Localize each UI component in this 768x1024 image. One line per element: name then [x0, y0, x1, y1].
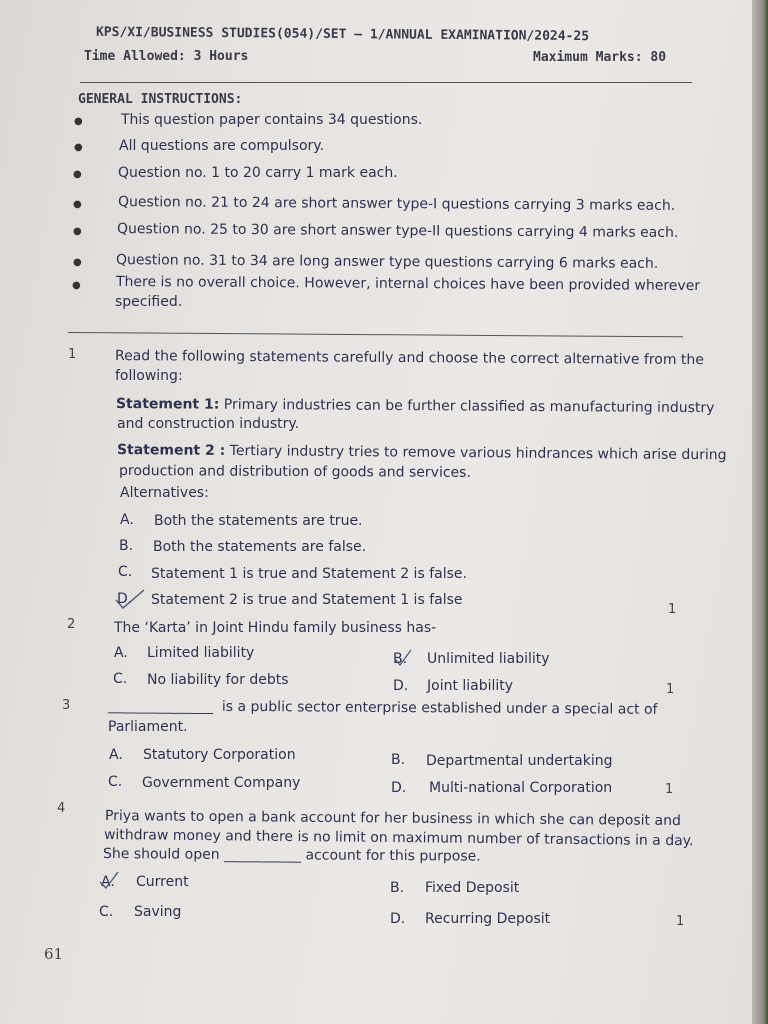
- desk-edge: [752, 0, 768, 1024]
- option-letter: A.: [120, 512, 134, 528]
- option-text: Both the statements are false.: [153, 539, 367, 555]
- option-text: Current: [136, 874, 189, 890]
- exam-title: KPS/XI/BUSINESS STUDIES(054)/SET – 1/ANNUAL EXAMINATION/2024-25: [95, 24, 590, 45]
- page-number: 61: [44, 945, 64, 963]
- question-number: 1: [68, 347, 77, 362]
- instructions-heading: GENERAL INSTRUCTIONS:: [78, 92, 243, 107]
- option-text: Limited liability: [147, 645, 255, 661]
- question-marks: 1: [676, 914, 685, 929]
- instruction-item: There is no overall choice. However, internal choices have been provided wherever: [115, 273, 701, 295]
- option-letter: C.: [108, 774, 123, 790]
- option-letter: D.: [393, 678, 409, 694]
- statement-2: [117, 442, 727, 463]
- option-text: Recurring Deposit: [425, 911, 551, 927]
- tick-mark-icon: [114, 586, 150, 614]
- bullet-icon: ●: [74, 142, 83, 153]
- tick-mark-icon: [97, 868, 121, 892]
- option-letter: D.: [391, 780, 407, 796]
- tick-mark-icon: [392, 646, 414, 668]
- option-text: Statutory Corporation: [143, 747, 296, 763]
- option-letter: A.: [101, 874, 115, 890]
- time-allowed: Time Allowed: 3 Hours: [84, 49, 249, 64]
- question-text: [103, 846, 481, 865]
- instruction-item-continued: specified.: [115, 294, 183, 310]
- statement-2-continued: production and distribution of goods and services.: [118, 463, 471, 481]
- statement-1-text: Primary industries can be further classified as manufacturing industry: [223, 396, 715, 417]
- option-text: Fixed Deposit: [425, 880, 520, 896]
- option-letter: A.: [109, 747, 123, 763]
- question-text: [108, 698, 658, 718]
- instruction-item: Question no. 25 to 30 are short answer type-II questions carrying 4 marks each.: [116, 221, 679, 241]
- instruction-item: Question no. 1 to 20 carry 1 mark each.: [118, 165, 398, 181]
- question-text: Parliament.: [108, 719, 188, 735]
- question-marks: 1: [666, 682, 675, 697]
- question-marks: 1: [665, 782, 674, 797]
- option-text: No liability for debts: [147, 672, 289, 688]
- statement-1-continued: and construction industry.: [117, 416, 300, 432]
- maximum-marks: Maximum Marks: 80: [533, 50, 667, 65]
- instruction-item: Question no. 31 to 34 are long answer type questions carrying 6 marks each.: [115, 252, 659, 272]
- option-letter: B.: [391, 752, 406, 768]
- question-number: 4: [57, 801, 66, 816]
- question-text: The ‘Karta’ in Joint Hindu family business has-: [114, 620, 437, 636]
- option-letter: B.: [119, 538, 134, 554]
- option-letter: D.: [117, 591, 133, 607]
- option-letter: D.: [390, 911, 406, 927]
- question-text-line: account for this purpose.: [305, 847, 481, 865]
- option-text: Multi-national Corporation: [429, 780, 613, 796]
- bullet-icon: ●: [73, 257, 82, 268]
- statement-2-text: Tertiary industry tries to remove various hindrances which arise during: [229, 442, 727, 464]
- instructions-divider: [68, 332, 683, 337]
- option-text: Statement 1 is true and Statement 2 is false.: [151, 566, 467, 582]
- option-text: Saving: [134, 904, 182, 920]
- bullet-icon: ●: [73, 199, 82, 210]
- question-text: withdraw money and there is no limit on maximum number of transactions in a day.: [103, 827, 694, 850]
- option-text: Both the statements are true.: [154, 513, 363, 529]
- bullet-icon: ●: [73, 226, 82, 237]
- option-text: Unlimited liability: [427, 651, 550, 667]
- question-text: Read the following statements carefully and choose the correct alternative from the: [114, 348, 704, 369]
- bullet-icon: ●: [74, 116, 83, 127]
- option-text: Joint liability: [427, 678, 514, 694]
- option-letter: C.: [99, 904, 114, 920]
- answer-blank: _______________: [107, 698, 214, 715]
- instruction-item: All questions are compulsory.: [119, 138, 325, 154]
- alternatives-label: Alternatives:: [120, 485, 209, 501]
- option-text: Government Company: [142, 775, 301, 791]
- option-letter: C.: [113, 671, 128, 687]
- instruction-item: This question paper contains 34 questions.: [121, 112, 423, 128]
- option-text: Departmental undertaking: [426, 753, 613, 769]
- answer-blank: ___________: [223, 846, 302, 864]
- option-letter: B.: [390, 880, 405, 896]
- bullet-icon: ●: [72, 280, 81, 291]
- option-letter: A.: [114, 645, 128, 661]
- question-text-line: She should open: [102, 846, 220, 863]
- statement-2-label: Statement 2 :: [116, 442, 226, 459]
- bullet-icon: ●: [73, 169, 82, 180]
- statement-1-label: Statement 1:: [115, 396, 220, 413]
- question-marks: 1: [668, 602, 677, 617]
- question-text-line: is a public sector enterprise established under a special act of: [221, 698, 658, 718]
- instruction-item: Question no. 21 to 24 are short answer type-I questions carrying 3 marks each.: [117, 194, 676, 214]
- statement-1: [116, 396, 715, 416]
- option-letter: B.: [393, 651, 408, 667]
- header-divider: [80, 82, 692, 83]
- question-number: 3: [62, 698, 71, 713]
- option-letter: C.: [118, 564, 133, 580]
- question-text: following:: [115, 368, 183, 384]
- question-text: Priya wants to open a bank account for her business in which she can deposit and: [104, 808, 681, 830]
- option-text: Statement 2 is true and Statement 1 is false: [151, 592, 463, 608]
- question-number: 2: [67, 617, 76, 632]
